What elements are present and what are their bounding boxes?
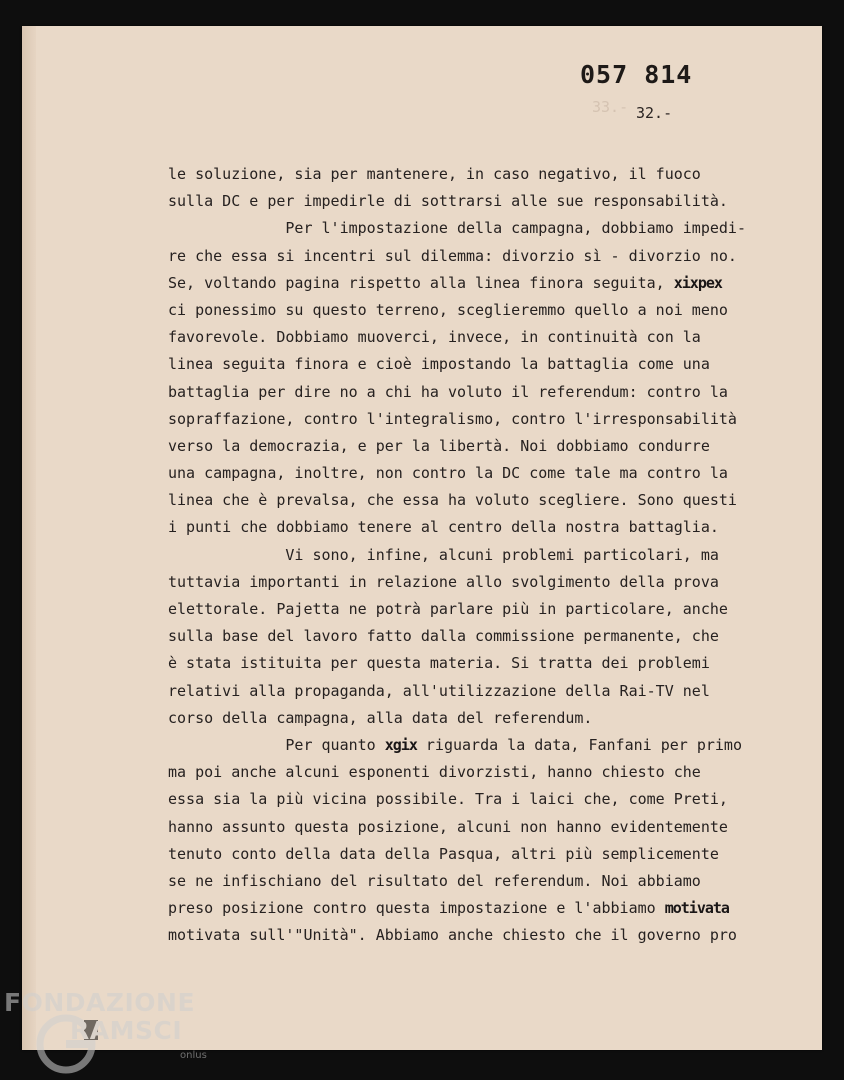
archive-stamp-number: 057 814 [580,60,693,89]
text-line: linea che è prevalsa, che essa ha voluto scegliere. Sono questi [168,491,737,510]
text-line: Per quanto xgix riguarda la data, Fanfani per primo [168,735,742,754]
typewritten-body [168,161,808,949]
text-line: verso la democrazia, e per la libertà. Noi dobbiamo condurre [168,436,710,455]
text-line: elettorale. Pajetta ne potrà parlare più in particolare, anche [168,600,728,618]
overtyped-correction: xixpex [673,273,722,292]
watermark-line2: RAMSCI [70,1016,183,1045]
text-line: se ne infischiano del risultato del referendum. Noi abbiamo [168,871,701,890]
text-line: tuttavia importanti in relazione allo svolgimento della prova [168,572,719,591]
watermark-onlus: onlus [180,1050,207,1061]
text-line: relativi alla propaganda, all'utilizzazione della Rai-TV nel [168,681,710,700]
fondazione-gramsci-watermark-logo [4,988,214,1078]
text-line: Per l'impostazione della campagna, dobbiamo impedi- [168,219,746,238]
text-line: Vi sono, infine, alcuni problemi particolari, ma [168,545,719,564]
text-line: preso posizione contro questa impostazione e l'abbiamo motivata [168,899,729,918]
text-line: hanno assunto questa posizione, alcuni non hanno evidentemente [168,817,728,836]
text-line: una campagna, inoltre, non contro la DC come tale ma contro la [168,464,728,483]
text-line: i punti che dobbiamo tenere al centro della nostra battaglia. [168,518,719,537]
text-line: motivata sull'"Unità". Abbiamo anche chiesto che il governo pro [168,926,737,945]
text-line: tenuto conto della data della Pasqua, altri più semplicemente [168,844,719,863]
text-line: è stata istituita per questa materia. Si tratta dei problemi [168,654,710,673]
text-line: sulla DC e per impedirle di sottrarsi alle sue responsabilità. [168,192,728,211]
text-line: battaglia per dire no a chi ha voluto il referendum: contro la [168,382,728,401]
text-line: sopraffazione, contro l'integralismo, contro l'irresponsabilità [168,409,737,428]
overtyped-correction: motivata [664,899,729,918]
text-line: corso della campagna, alla data del referendum. [168,708,593,727]
watermark-line1: FONDAZIONE [4,988,196,1017]
text-line: ci ponessimo su questo terreno, sceglieremmo quello a noi meno [168,300,728,319]
faint-bleed-through-number: 33.- [592,98,629,116]
text-line: linea seguita finora e cioè impostando la battaglia come una [168,355,710,374]
overtyped-correction: xgix [384,735,417,754]
page-left-edge [22,26,36,1050]
text-line: le soluzione, sia per mantenere, in caso negativo, il fuoco [168,165,701,183]
text-line: sulla base del lavoro fatto dalla commissione permanente, che [168,627,719,646]
page-number: 32.- [636,104,673,122]
text-line: essa sia la più vicina possibile. Tra i laici che, come Preti, [168,790,728,809]
text-line: re che essa si incentri sul dilemma: divorzio sì - divorzio no. [168,246,737,265]
text-line: Se, voltando pagina rispetto alla linea finora seguita, xixpex [168,273,722,292]
text-line: favorevole. Dobbiamo muoverci, invece, in continuità con la [168,328,701,347]
text-line: ma poi anche alcuni esponenti divorzisti, hanno chiesto che [168,763,701,782]
